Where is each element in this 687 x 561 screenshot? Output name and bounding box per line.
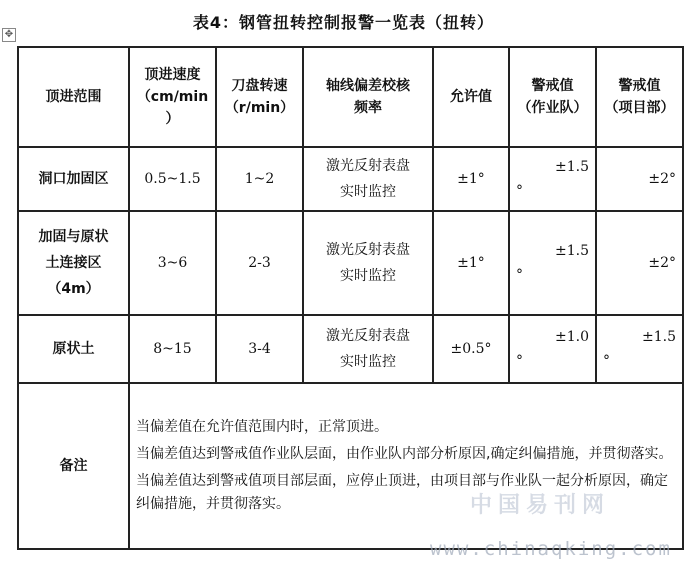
- check-method-cell: [303, 315, 433, 383]
- row-label-line: （4m）: [47, 281, 100, 297]
- table-row: [18, 147, 683, 211]
- header-warn-project-line1: 警戒值: [618, 78, 661, 94]
- header-row: [18, 47, 683, 147]
- header-check-line1: 轴线偏差校核: [326, 78, 410, 94]
- header-range: 顶进范围: [18, 47, 129, 147]
- speed-cell: 3~6: [129, 211, 216, 315]
- method-line1: 激光反射表盘: [326, 158, 410, 174]
- row-label: [18, 147, 129, 211]
- watermark-url: www.chinaqking.com: [430, 538, 672, 560]
- notes-label: 备注: [18, 383, 129, 549]
- header-warn-project-line2: （项目部）: [604, 100, 675, 116]
- note-paragraph: 当偏差值达到警戒值作业队层面，由作业队内部分析原因,确定纠偏措施，并贯彻落实。: [136, 445, 673, 462]
- warn-team-line2: °: [516, 267, 523, 283]
- allowable-cell: ±1°: [433, 211, 509, 315]
- rpm-cell: 3-4: [216, 315, 303, 383]
- alarm-table: [17, 46, 684, 550]
- speed-cell: 8~15: [129, 315, 216, 383]
- allowable-cell: ±0.5°: [433, 315, 509, 383]
- speed-cell: 0.5~1.5: [129, 147, 216, 211]
- warn-project-line2: °: [603, 353, 610, 369]
- header-speed-line1: 顶进速度: [144, 67, 201, 83]
- table-row: [18, 315, 683, 383]
- method-line2: 实时监控: [340, 268, 396, 284]
- header-rpm-line2: （r/min）: [224, 100, 295, 116]
- header-warn-team: [509, 47, 596, 147]
- warn-project-line1: ±1.5: [642, 329, 676, 345]
- method-line1: 激光反射表盘: [326, 242, 410, 258]
- header-warn-team-line1: 警戒值: [531, 78, 574, 94]
- warn-team-line1: ±1.5: [555, 159, 589, 175]
- header-speed: [129, 47, 216, 147]
- row-label-line: 加固与原状: [38, 229, 109, 245]
- header-rpm-line1: 刀盘转速: [231, 78, 288, 94]
- row-label-line: 土连接区: [45, 255, 102, 271]
- check-method-cell: [303, 211, 433, 315]
- row-label: [18, 315, 129, 383]
- warn-team-line1: ±1.0: [555, 329, 589, 345]
- warn-project-cell: [596, 315, 683, 383]
- header-check-frequency: [303, 47, 433, 147]
- rpm-cell: 2-3: [216, 211, 303, 315]
- header-warn-team-line2: （作业队）: [517, 100, 588, 116]
- notes-row: [18, 383, 683, 549]
- warn-project-cell: [596, 147, 683, 211]
- row-label-line: 原状土: [52, 341, 95, 357]
- warn-team-line1: ±1.5: [555, 243, 589, 259]
- header-rpm: [216, 47, 303, 147]
- warn-team-line2: °: [516, 183, 523, 199]
- warn-project-cell: [596, 211, 683, 315]
- method-line2: 实时监控: [340, 354, 396, 370]
- note-paragraph: 当偏差值达到警戒值项目部层面，应停止顶进，由项目部与作业队一起分析原因，确定纠偏措施，并贯彻落实。: [136, 472, 668, 512]
- header-allowable: 允许值: [433, 47, 509, 147]
- check-method-cell: [303, 147, 433, 211]
- header-speed-line3: ）: [165, 111, 180, 127]
- warn-team-cell: [509, 147, 596, 211]
- warn-project-line1: ±2°: [648, 255, 676, 271]
- method-line2: 实时监控: [340, 184, 396, 200]
- watermark-text: 中国易刊网: [470, 493, 611, 518]
- table-title: 表4：钢管扭转控制报警一览表（扭转）: [192, 13, 495, 32]
- header-speed-line2: （cm/min: [136, 89, 209, 105]
- rpm-cell: 1~2: [216, 147, 303, 211]
- allowable-cell: ±1°: [433, 147, 509, 211]
- notes-content: [129, 383, 683, 549]
- move-handle-icon[interactable]: ✥: [2, 28, 16, 42]
- method-line1: 激光反射表盘: [326, 328, 410, 344]
- table-row: [18, 211, 683, 315]
- warn-team-line2: °: [516, 353, 523, 369]
- row-label-line: 洞口加固区: [38, 171, 109, 187]
- row-label: [18, 211, 129, 315]
- warn-project-line1: ±2°: [648, 171, 676, 187]
- note-paragraph: 当偏差值在允许值范围内时，正常顶进。: [136, 418, 388, 435]
- warn-team-cell: [509, 211, 596, 315]
- warn-team-cell: [509, 315, 596, 383]
- header-warn-project: [596, 47, 683, 147]
- header-check-line2: 频率: [354, 100, 382, 116]
